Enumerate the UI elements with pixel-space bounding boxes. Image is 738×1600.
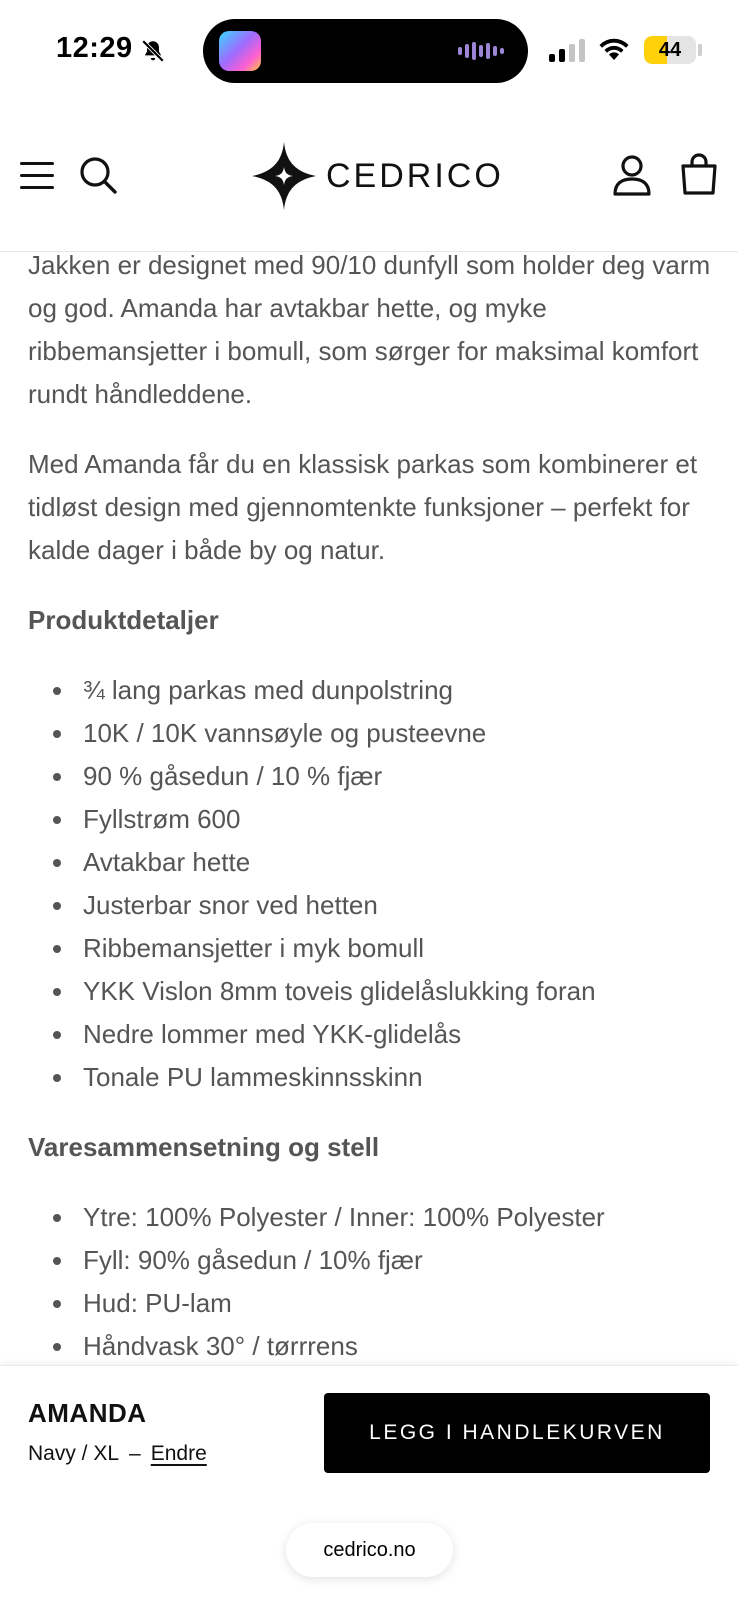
wifi-icon (598, 38, 630, 62)
list-item: 10K / 10K vannsøyle og pusteevne (28, 712, 718, 755)
list-item: Ribbemansjetter i myk bomull (28, 927, 718, 970)
list-item: Avtakbar hette (28, 841, 718, 884)
composition-list (28, 1196, 718, 1368)
list-item: Justerbar snor ved hetten (28, 884, 718, 927)
product-description (28, 244, 718, 1395)
list-item: Håndvask 30° / tørrrens (28, 1325, 718, 1368)
list-item: Ytre: 100% Polyester / Inner: 100% Polyester (28, 1196, 718, 1239)
list-item: ¾ lang parkas med dunpolstring (28, 669, 718, 712)
battery-percentage: 44 (658, 39, 682, 61)
description-paragraph: Jakken er designet med 90/10 dunfyll som holder deg varm og god. Amanda har avtakbar hette, og myke ribbemansjetter i bomull, som sørger for maksimal komfort rundt håndleddene. (28, 250, 711, 409)
bell-slash-icon (140, 38, 166, 64)
audio-wave-icon (458, 41, 504, 61)
signal-icon (549, 38, 585, 62)
search-icon[interactable] (78, 155, 118, 195)
browser-url-pill[interactable]: cedrico.no (286, 1523, 453, 1577)
status-bar (0, 0, 738, 100)
details-title: Produktdetaljer (28, 605, 219, 635)
now-playing-app-icon[interactable] (219, 31, 261, 71)
list-item: Fyll: 90% gåsedun / 10% fjær (28, 1239, 718, 1282)
list-item: Tonale PU lammeskinnsskinn (28, 1056, 718, 1099)
list-item: 90 % gåsedun / 10 % fjær (28, 755, 718, 798)
site-header (0, 100, 738, 252)
brand-logo[interactable] (250, 140, 504, 212)
brand-name: CEDRICO (326, 156, 504, 195)
list-item: YKK Vislon 8mm toveis glidelåslukking foran (28, 970, 718, 1013)
battery-icon (644, 36, 696, 64)
star-logo-icon (250, 140, 318, 212)
list-item: Nedre lommer med YKK-glidelås (28, 1013, 718, 1056)
bag-icon[interactable] (680, 152, 718, 196)
status-time: 12:29 (56, 32, 133, 64)
add-to-cart-button[interactable]: LEGG I HANDLEKURVEN (324, 1393, 710, 1473)
description-paragraph: Med Amanda får du en klassisk parkas som kombinerer et tidløst design med gjennomtenkte funksjoner – perfekt for kalde dager i både by og natur. (28, 449, 698, 565)
details-list (28, 669, 718, 1099)
product-name: AMANDA (28, 1398, 147, 1428)
list-item: Hud: PU-lam (28, 1282, 718, 1325)
account-icon[interactable] (612, 154, 652, 196)
menu-icon[interactable] (20, 162, 56, 190)
variant-label: Navy / XL (28, 1442, 120, 1465)
dynamic-island[interactable] (203, 19, 528, 83)
variant-separator: – (129, 1442, 141, 1465)
battery-tip (698, 44, 702, 56)
selected-variant (28, 1442, 207, 1466)
change-variant-link[interactable]: Endre (150, 1442, 207, 1465)
composition-title: Varesammensetning og stell (28, 1132, 380, 1162)
list-item: Fyllstrøm 600 (28, 798, 718, 841)
